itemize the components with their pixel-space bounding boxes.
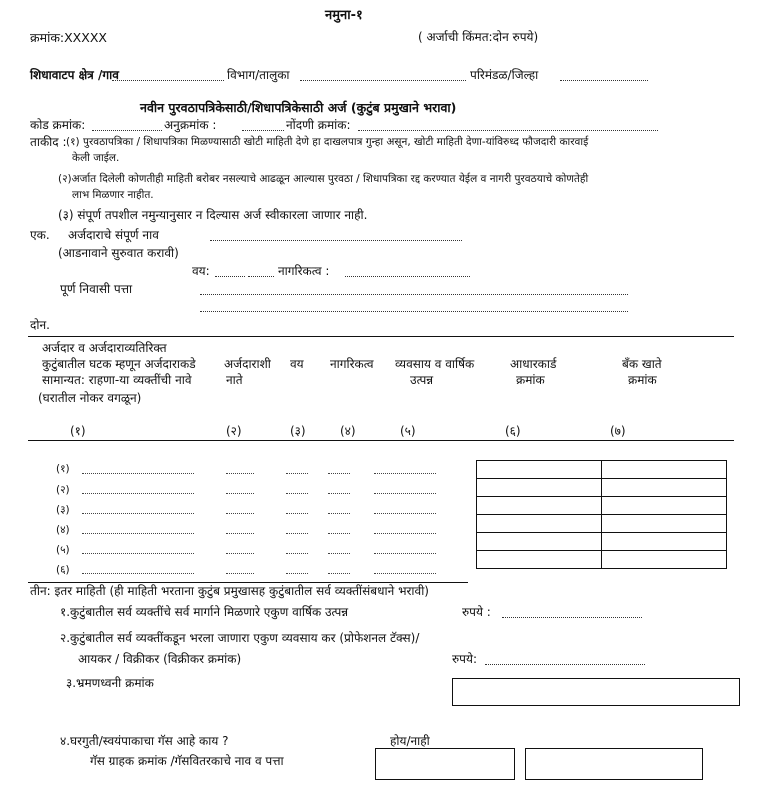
- member-relation-field[interactable]: [226, 553, 254, 554]
- member-age-field[interactable]: [286, 513, 308, 514]
- division-field[interactable]: [300, 80, 466, 81]
- row-label: (१): [56, 463, 70, 475]
- col7-number: (७): [610, 424, 626, 438]
- note-1-cont: केली जाईल.: [72, 152, 120, 164]
- gas-consumer-question: गॅस ग्राहक क्रमांक /गॅसवितरकाचे नाव व पत्ता: [90, 754, 284, 768]
- member-relation-field[interactable]: [226, 533, 254, 534]
- member-occupation-field[interactable]: [374, 553, 436, 554]
- reg-no-field[interactable]: [358, 130, 658, 131]
- member-nationality-field[interactable]: [328, 573, 350, 574]
- col2-header-l2: नाते: [226, 373, 243, 387]
- reg-no-label: नोंदणी क्रमांक:: [286, 118, 351, 132]
- form-heading: नवीन पुरवठापत्रिकेसाठी/शिधापत्रिकेसाठी अर्ज (कुटुंब प्रमुखाने भरावा): [140, 100, 457, 115]
- gas-consumer-number-input[interactable]: [375, 748, 515, 780]
- member-age-field[interactable]: [286, 573, 308, 574]
- aadhaar-cell[interactable]: [477, 515, 602, 533]
- member-relation-field[interactable]: [226, 473, 254, 474]
- section2-title: अर्जदार व अर्जदाराव्यतिरिक्त: [42, 341, 167, 355]
- area-label: शिधावाटप क्षेत्र /गाव: [30, 68, 119, 82]
- col6-header-l1: आधारकार्ड: [510, 357, 557, 371]
- col4-header: नागरिकत्व: [330, 357, 374, 371]
- col6-header-l2: क्रमांक: [516, 373, 545, 387]
- circle-field[interactable]: [560, 80, 648, 81]
- member-age-field[interactable]: [286, 473, 308, 474]
- income-question: १.कुटुंबातील सर्व व्यक्तींचे सर्व मार्गाने मिळणारे एकुण वार्षिक उत्पन्न: [60, 605, 349, 619]
- col3-number: (३): [290, 424, 306, 438]
- form-fee: ( अर्जाची किंमत:दोन रुपये): [418, 30, 539, 44]
- section2-number: दोन.: [30, 318, 50, 332]
- code-label: कोड क्रमांक:: [30, 118, 86, 132]
- member-occupation-field[interactable]: [374, 513, 436, 514]
- member-relation-field[interactable]: [226, 513, 254, 514]
- nationality-field[interactable]: [345, 276, 470, 277]
- member-name-field[interactable]: [82, 473, 194, 474]
- member-name-field[interactable]: [82, 573, 194, 574]
- member-name-field[interactable]: [82, 493, 194, 494]
- aadhaar-cell[interactable]: [477, 479, 602, 497]
- member-relation-field[interactable]: [226, 493, 254, 494]
- table-divider: [28, 440, 734, 441]
- aadhaar-cell[interactable]: [477, 461, 602, 479]
- member-occupation-field[interactable]: [374, 473, 436, 474]
- note-2: (२)अर्जात दिलेली कोणतीही माहिती बरोबर नसल्याचे आढळून आल्यास पुरवठा / शिधापत्रिका रद्द करण्यात येईल व नागरी पुरवठयाचे कोणतेही: [58, 173, 589, 185]
- row-label: (२): [56, 484, 70, 496]
- member-occupation-field[interactable]: [374, 573, 436, 574]
- mobile-question: ३.भ्रमणध्वनी क्रमांक: [66, 676, 154, 690]
- row-label: (५): [56, 544, 70, 556]
- income-currency-label: रुपये :: [462, 605, 491, 619]
- aadhaar-cell[interactable]: [477, 497, 602, 515]
- col1-header-l2: सामान्यत: राहणा-या व्यक्तींची नावे: [42, 373, 192, 387]
- form-title: नमुना-१: [325, 8, 363, 23]
- gas-distributor-input[interactable]: [525, 748, 703, 780]
- bank-cell[interactable]: [602, 551, 727, 569]
- bank-cell[interactable]: [602, 515, 727, 533]
- age-field[interactable]: [215, 276, 245, 277]
- col1-header-l3: (घरातील नोकर वगळून): [38, 391, 142, 405]
- member-relation-field[interactable]: [226, 573, 254, 574]
- col5-header-l1: व्यवसाय व वार्षिक: [395, 357, 475, 371]
- member-name-field[interactable]: [82, 533, 194, 534]
- nationality-label: नागरिकत्व :: [278, 264, 330, 278]
- col3-header: वय: [290, 357, 304, 371]
- division-label: विभाग/तालुका: [227, 68, 290, 82]
- member-occupation-field[interactable]: [374, 533, 436, 534]
- member-nationality-field[interactable]: [328, 473, 350, 474]
- applicant-name-field[interactable]: [210, 240, 462, 241]
- member-name-field[interactable]: [82, 553, 194, 554]
- tax-currency-label: रुपये:: [452, 652, 477, 666]
- bank-cell[interactable]: [602, 479, 727, 497]
- gas-question: ४.घरगुती/स्वयंपाकाचा गॅस आहे काय ?: [60, 734, 229, 748]
- col1-header-l1: कुटुंबातील घटक म्हणून अर्जदाराकडे: [42, 357, 196, 371]
- gas-answer-options: होय/नाही: [390, 734, 430, 748]
- row-label: (४): [56, 524, 70, 536]
- age-field-2[interactable]: [248, 276, 274, 277]
- note-3: (३) संपूर्ण तपशील नमुन्यानुसार न दिल्यास अर्ज स्वीकारला जाणार नाही.: [58, 208, 368, 222]
- col5-header-l2: उत्पन्न: [410, 373, 434, 387]
- member-age-field[interactable]: [286, 493, 308, 494]
- serial-no-label: अनुक्रमांक :: [164, 118, 217, 132]
- address-field-1[interactable]: [200, 294, 628, 295]
- row-label: (६): [56, 564, 70, 576]
- member-occupation-field[interactable]: [374, 493, 436, 494]
- aadhaar-cell[interactable]: [477, 533, 602, 551]
- member-age-field[interactable]: [286, 553, 308, 554]
- mobile-number-input[interactable]: [452, 678, 740, 706]
- member-nationality-field[interactable]: [328, 493, 350, 494]
- bank-cell[interactable]: [602, 461, 727, 479]
- serial-number: क्रमांक:XXXXX: [30, 30, 107, 45]
- address-label: पूर्ण निवासी पत्ता: [60, 282, 133, 296]
- section3-title: तीन: इतर माहिती (ही माहिती भरताना कुटुंब प्रमुखासह कुटुंबातील सर्व व्यक्तींसंबधाने भरावी): [30, 584, 429, 598]
- income-field[interactable]: [502, 617, 642, 618]
- divider: [28, 336, 734, 337]
- bank-cell[interactable]: [602, 497, 727, 515]
- aadhaar-bank-grid: [476, 460, 727, 569]
- member-name-field[interactable]: [82, 513, 194, 514]
- tax-question-cont: आयकर / विक्रीकर (विक्रीकर क्रमांक): [78, 652, 242, 666]
- col1-number: (१): [70, 424, 86, 438]
- bank-cell[interactable]: [602, 533, 727, 551]
- note-2-cont: लाभ मिळणार नाहीत.: [72, 189, 154, 201]
- col7-header-l1: बँक खाते: [622, 357, 662, 371]
- member-nationality-field[interactable]: [328, 533, 350, 534]
- notes-label: ताकीद :: [30, 135, 67, 149]
- member-age-field[interactable]: [286, 533, 308, 534]
- circle-label: परिमंडळ/जिल्हा: [470, 68, 539, 82]
- address-field-2[interactable]: [200, 311, 628, 312]
- tax-question: २.कुटुंबातील सर्व व्यक्तींकडून भरला जाणारा एकुण व्यवसाय कर (प्रोफेशनल टॅक्स)/: [60, 631, 420, 645]
- col5-number: (५): [400, 424, 416, 438]
- row-label: (३): [56, 504, 70, 516]
- member-nationality-field[interactable]: [328, 513, 350, 514]
- member-nationality-field[interactable]: [328, 553, 350, 554]
- col2-header-l1: अर्जदाराशी: [224, 357, 271, 371]
- aadhaar-cell[interactable]: [477, 551, 602, 569]
- section1-number: एक.: [30, 228, 50, 242]
- note-1: (१) पुरवठापत्रिका / शिधापत्रिका मिळण्यासाठी खोटी माहिती देणे हा दाखलपात्र गुन्हा असून, खोटी माहिती देणा-यांविरुध्द फौजदारी कारवाई: [66, 136, 589, 148]
- tax-field[interactable]: [485, 664, 645, 665]
- col7-header-l2: क्रमांक: [628, 373, 657, 387]
- section3-divider: [28, 582, 468, 583]
- name-hint: (आडनावाने सुरुवात करावी): [58, 246, 179, 260]
- col6-number: (६): [505, 424, 521, 438]
- serial-no-field[interactable]: [242, 130, 284, 131]
- col2-number: (२): [226, 424, 242, 438]
- code-field[interactable]: [92, 130, 162, 131]
- col4-number: (४): [340, 424, 356, 438]
- area-field[interactable]: [112, 80, 224, 81]
- applicant-name-label: अर्जदाराचे संपूर्ण नाव: [68, 228, 159, 242]
- age-label: वय:: [192, 264, 210, 278]
